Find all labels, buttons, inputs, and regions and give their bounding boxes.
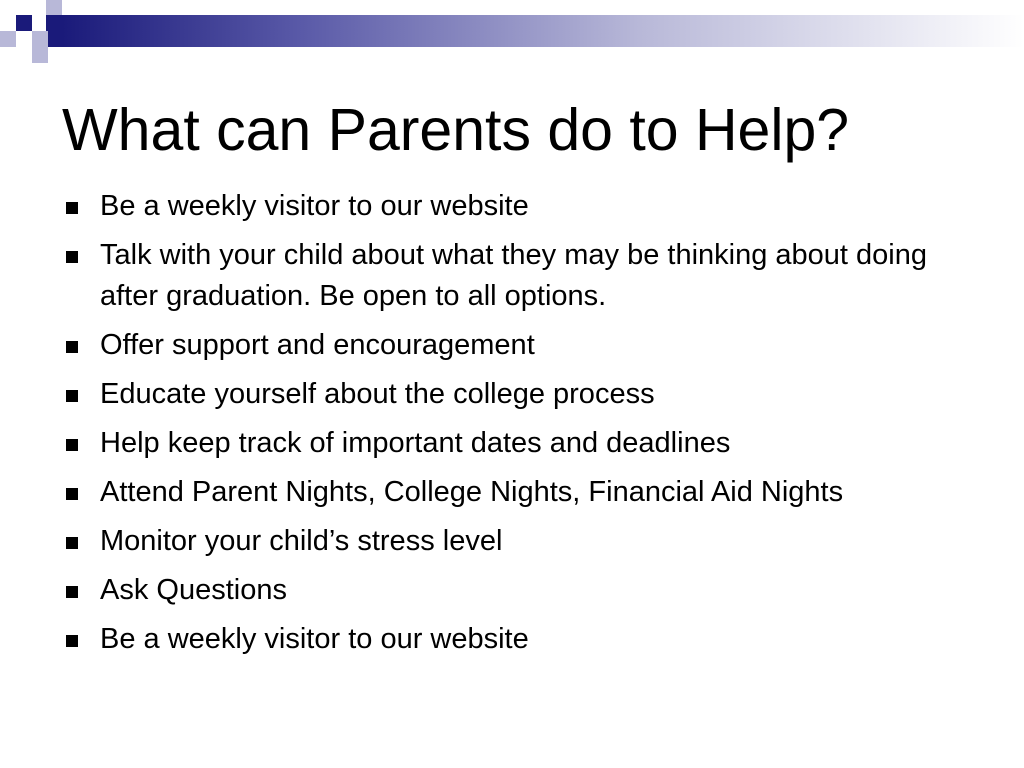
bullet-text: Talk with your child about what they may be thinking about doing after graduation. Be open to all options. (100, 239, 927, 312)
square-bullet-icon (66, 341, 78, 353)
header-square-decoration (16, 15, 32, 31)
header-square-decoration (0, 31, 16, 47)
bullet-text: Attend Parent Nights, College Nights, Financial Aid Nights (100, 476, 844, 508)
bullet-text: Offer support and encouragement (100, 329, 535, 361)
square-bullet-icon (66, 635, 78, 647)
square-bullet-icon (66, 586, 78, 598)
bullet-text: Be a weekly visitor to our website (100, 623, 529, 655)
bullet-item (62, 423, 962, 464)
bullet-item (62, 472, 962, 513)
bullet-text: Ask Questions (100, 574, 287, 606)
square-bullet-icon (66, 390, 78, 402)
header-gradient-band (62, 15, 1024, 47)
header-square-decoration (46, 0, 62, 15)
bullet-item (62, 619, 962, 660)
square-bullet-icon (66, 537, 78, 549)
header-square-decoration (32, 47, 48, 63)
square-bullet-icon (66, 488, 78, 500)
slide-title: What can Parents do to Help? (62, 97, 850, 163)
bullet-item (62, 374, 962, 415)
square-bullet-icon (66, 202, 78, 214)
bullet-text: Be a weekly visitor to our website (100, 190, 529, 222)
bullet-item (62, 521, 962, 562)
square-bullet-icon (66, 439, 78, 451)
bullet-text: Monitor your child’s stress level (100, 525, 503, 557)
bullet-item (62, 186, 962, 227)
bullet-text: Help keep track of important dates and deadlines (100, 427, 731, 459)
bullet-list (62, 186, 962, 668)
bullet-item (62, 570, 962, 611)
header-square-decoration (32, 31, 48, 47)
bullet-item (62, 325, 962, 366)
square-bullet-icon (66, 251, 78, 263)
header-square-decoration (46, 15, 62, 47)
bullet-text: Educate yourself about the college process (100, 378, 655, 410)
bullet-item (62, 235, 962, 317)
